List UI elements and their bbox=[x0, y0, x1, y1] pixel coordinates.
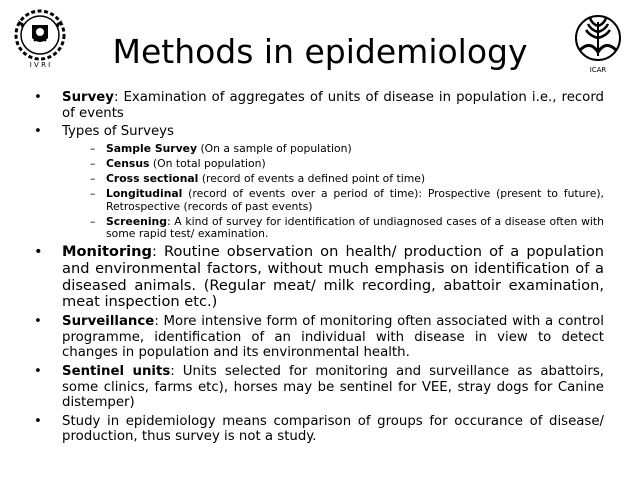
definition: Types of Surveys bbox=[62, 124, 174, 140]
dash-icon: – bbox=[90, 187, 96, 201]
dash-icon: – bbox=[90, 156, 96, 170]
survey-type-item bbox=[90, 188, 604, 213]
bullet-icon: • bbox=[34, 413, 42, 429]
left-logo-text: I V R I bbox=[29, 61, 51, 69]
dash-icon: – bbox=[90, 141, 96, 155]
term: Survey bbox=[62, 90, 114, 105]
definition: Study in epidemiology means comparison of groups for occurance of disease/ production, thus survey is not a study. bbox=[62, 413, 604, 445]
term: Surveillance bbox=[62, 314, 155, 330]
bullet-list bbox=[34, 90, 604, 448]
definition: : Units selected for monitoring and surveillance as abattoirs, some clinics, farms etc), horses may be sentinel for VEE, stray dogs for Canine distemper) bbox=[62, 363, 604, 411]
definition: (record of events a defined point of time) bbox=[198, 171, 426, 185]
bullet-icon: • bbox=[34, 363, 42, 379]
bullet-sentinel-units bbox=[34, 364, 604, 411]
term: Cross sectional bbox=[106, 171, 199, 185]
term: Census bbox=[106, 156, 150, 170]
term: Longitudinal bbox=[106, 187, 183, 201]
institute-emblem-icon bbox=[10, 8, 70, 70]
term: Monitoring bbox=[62, 242, 152, 260]
survey-type-item bbox=[90, 173, 604, 186]
term: Sample Survey bbox=[106, 141, 198, 155]
survey-type-item bbox=[90, 143, 604, 156]
bullet-types-of-surveys bbox=[34, 124, 604, 140]
definition: (On a sample of population) bbox=[197, 141, 352, 155]
definition: : Routine observation on health/ production of a population and environmental factors, without much emphasis on identification of a diseased animals. (Regular meat/ milk recording, abattoir examination, meat inspection etc.) bbox=[62, 242, 604, 311]
definition: (record of events over a period of time): Prospective (present to future), Retrospective (records of past events) bbox=[106, 187, 604, 213]
definition: : More intensive form of monitoring often associated with a control programme, identification of an individual with disease in view to detect changes in population and its environmental health. bbox=[62, 314, 604, 361]
term: Sentinel units bbox=[62, 363, 171, 379]
bullet-icon: • bbox=[34, 90, 42, 105]
bullet-icon: • bbox=[34, 242, 43, 260]
bullet-icon: • bbox=[34, 124, 42, 140]
survey-type-item bbox=[90, 158, 604, 171]
icar-wheat-emblem-icon bbox=[568, 12, 628, 76]
bullet-monitoring bbox=[34, 244, 604, 311]
survey-types-list bbox=[34, 143, 604, 241]
definition: : A kind of survey for identification of undiagnosed cases of a disease often with some rapid test/ examination. bbox=[106, 214, 604, 241]
definition: (On total population) bbox=[149, 156, 266, 170]
right-logo-text: ICAR bbox=[589, 66, 607, 74]
definition: : Examination of aggregates of units of disease in population i.e., record of events bbox=[62, 90, 604, 121]
slide-title: Methods in epidemiology bbox=[112, 32, 528, 71]
bullet-surveillance bbox=[34, 314, 604, 361]
bullet-study-in-epidemiology bbox=[34, 414, 604, 445]
dash-icon: – bbox=[90, 214, 96, 228]
term: Screening bbox=[106, 214, 167, 228]
bullet-survey bbox=[34, 90, 604, 121]
bullet-icon: • bbox=[34, 314, 42, 330]
dash-icon: – bbox=[90, 171, 96, 185]
survey-type-item bbox=[90, 216, 604, 241]
